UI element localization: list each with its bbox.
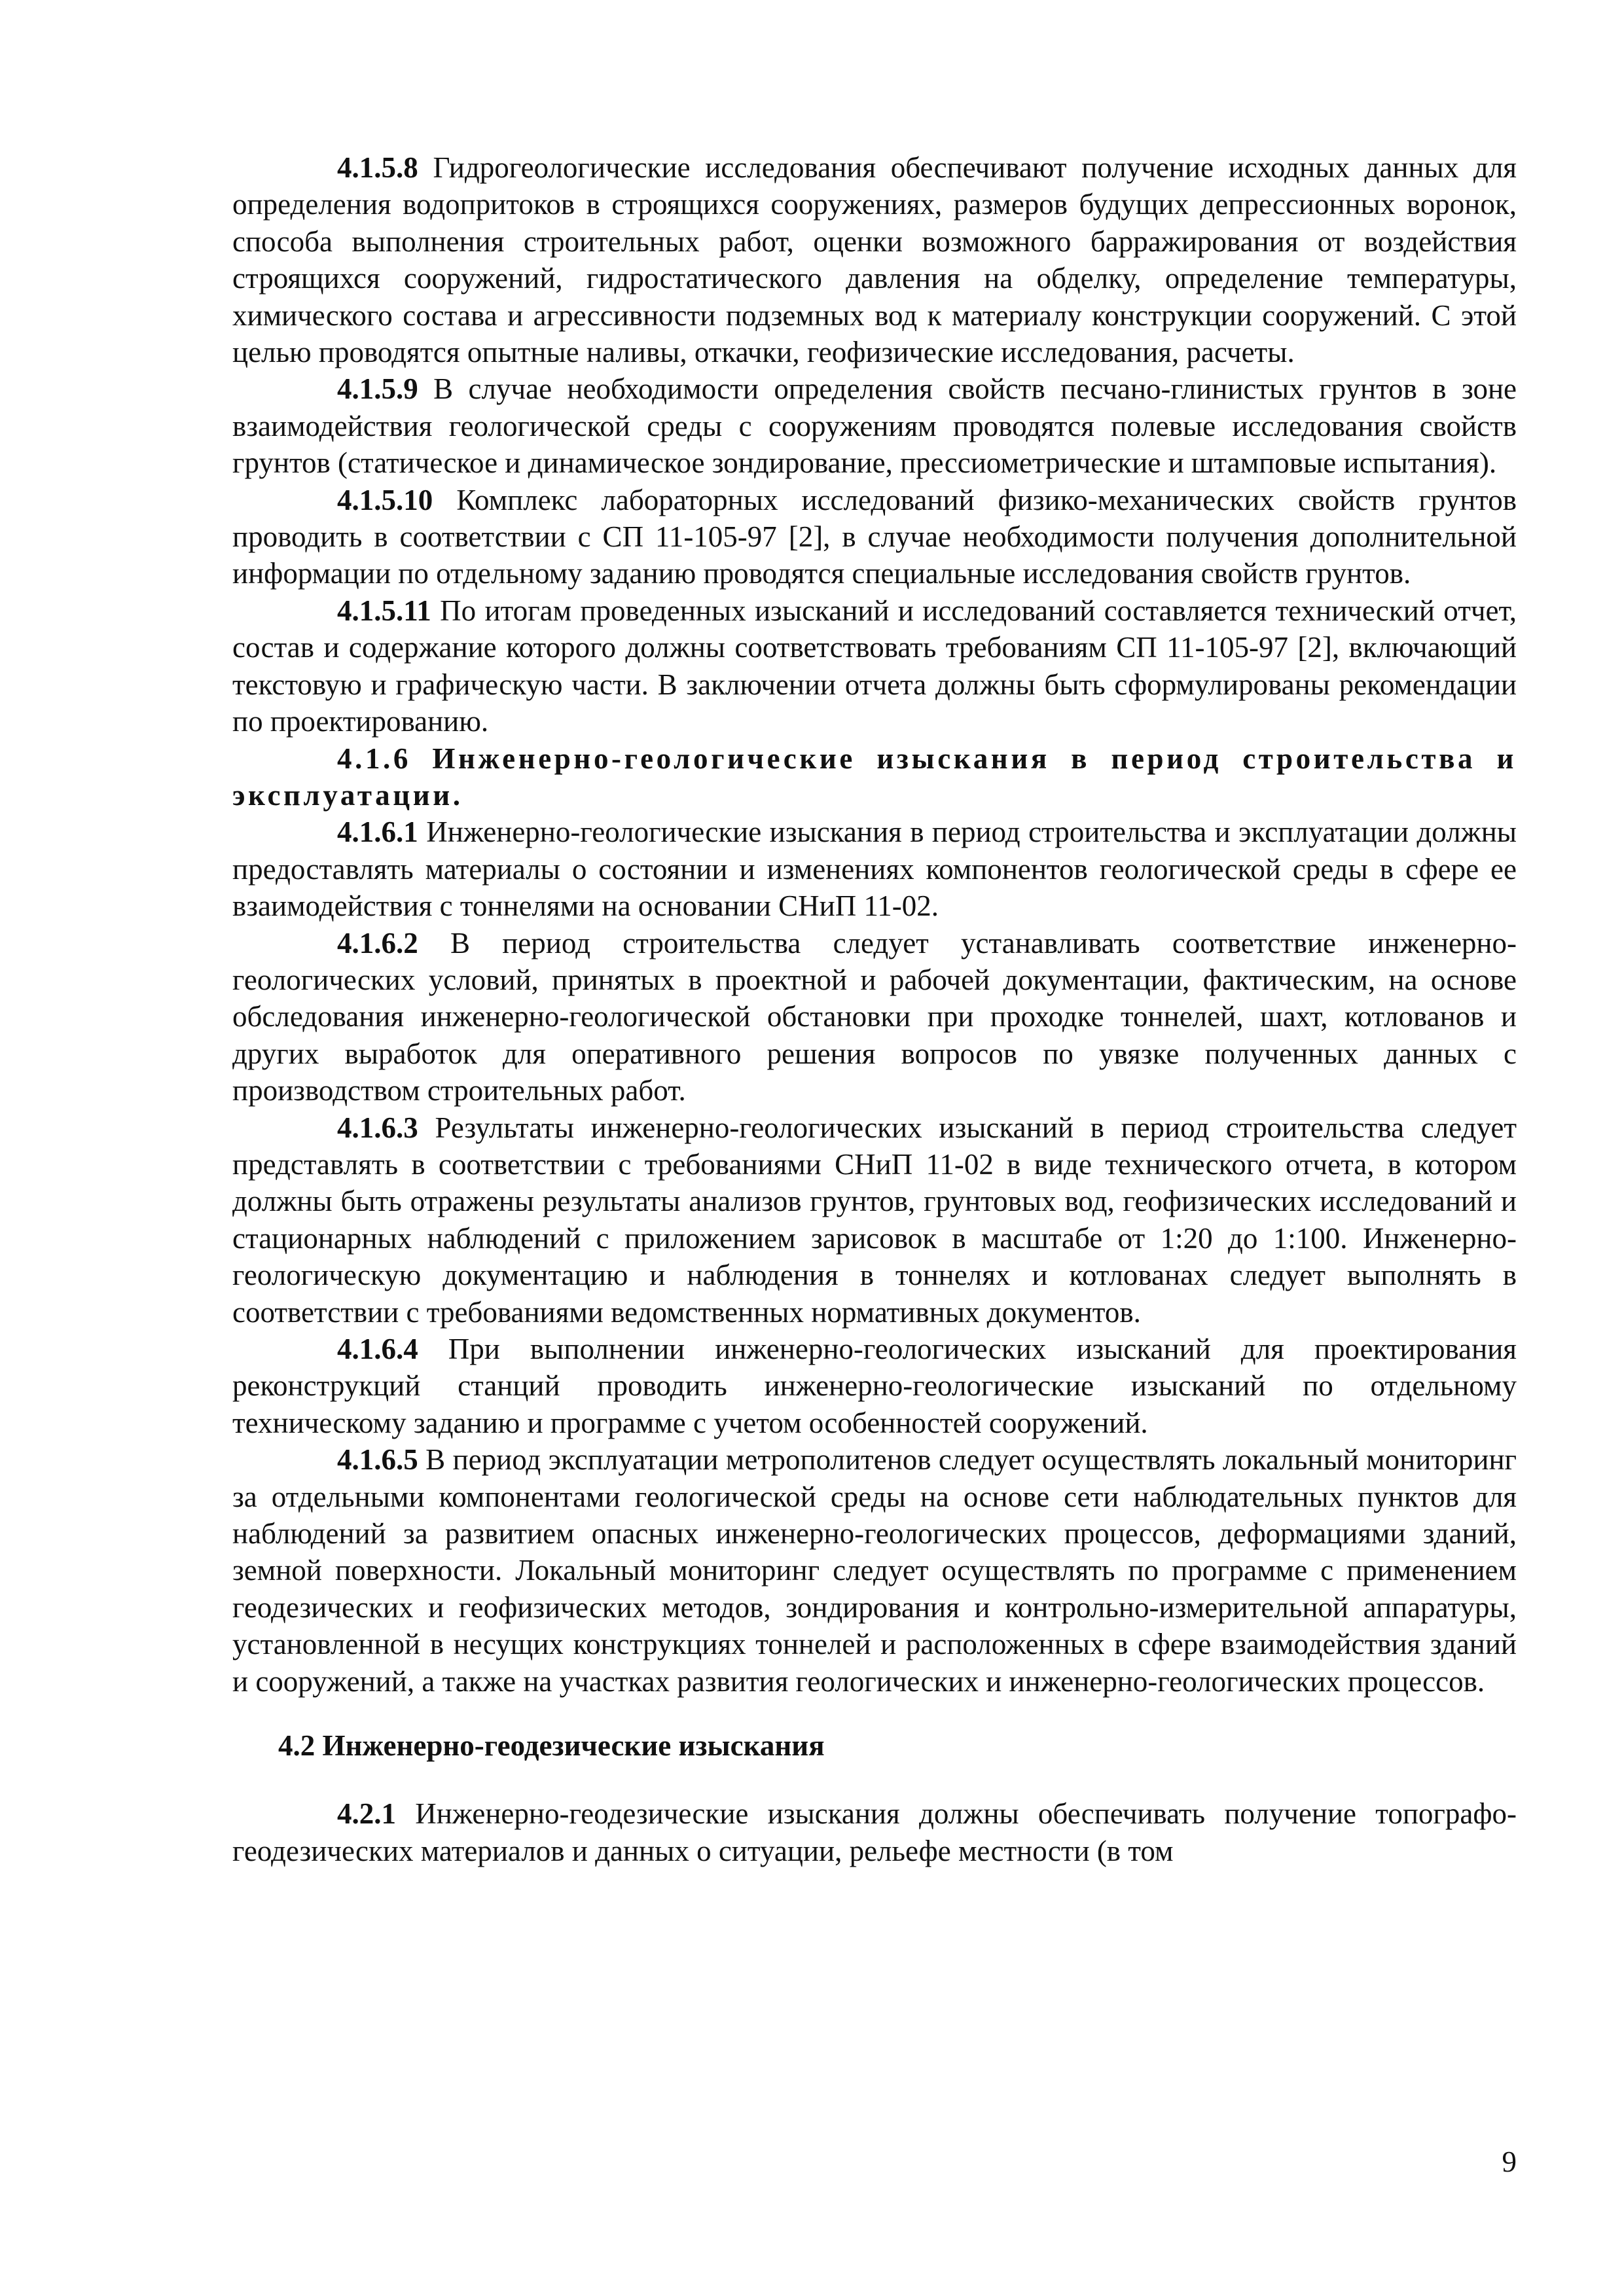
paragraph-4-1-6-1 bbox=[232, 814, 1517, 924]
subheading-4-1-6: 4.1.6 Инженерно-геологические изыскания в период строительства и эксплуатации. bbox=[232, 742, 1517, 812]
clause-text: По итогам проведенных изысканий и исследований составляется технический отчет, состав и содержание которого должны соответствовать требованиям СП 11-105-97 [2], включающий текстовую и графическую части. В заключении отчета должны быть сформулированы рекомендации по проектированию. bbox=[232, 594, 1517, 738]
clause-text: Инженерно-геодезические изыскания должны обеспечивать получение топографо-геодезических материалов и данных о ситуации, рельефе местности (в том bbox=[232, 1797, 1517, 1867]
paragraph-4-1-5-9 bbox=[232, 370, 1517, 481]
clause-number: 4.1.5.10 bbox=[337, 483, 433, 516]
paragraph-4-1-6-2 bbox=[232, 925, 1517, 1109]
clause-number: 4.1.5.11 bbox=[337, 594, 431, 627]
clause-text: При выполнении инженерно-геологических изысканий для проектирования реконструкций станций проводить инженерно-геологические изысканий по отдельному техническому заданию и программе с учетом особенностей сооружений. bbox=[232, 1333, 1517, 1439]
page-number: 9 bbox=[1502, 2145, 1517, 2178]
paragraph-4-1-6-4 bbox=[232, 1331, 1517, 1441]
clause-text: Комплекс лабораторных исследований физико-механических свойств грунтов проводить в соответствии с СП 11-105-97 [2], в случае необходимости получения дополнительной информации по отдельному заданию проводятся специальные исследования свойств грунтов. bbox=[232, 483, 1517, 590]
clause-text: Гидрогеологические исследования обеспечивают получение исходных данных для определения водопритоков в строящихся сооружениях, размеров будущих депрессионных воронок, способа выполнения строительных работ, оценки возможного барражирования от воздействия строящихся сооружений, гидростатического давления на обделку, определение температуры, химического состава и агрессивности подземных вод к материалу конструкции сооружений. С этой целью проводятся опытные наливы, откачки, геофизические исследования, расчеты. bbox=[232, 151, 1517, 369]
clause-text: Инженерно-геологические изыскания в период строительства и эксплуатации должны предоставлять материалы о состоянии и изменениях компонентов геологической среды в сфере ее взаимодействия с тоннелями на основании СНиП 11-02. bbox=[232, 816, 1517, 923]
clause-number: 4.1.6.4 bbox=[337, 1333, 418, 1365]
clause-text: Результаты инженерно-геологических изысканий в период строительства следует представлять в соответствии с требованиями СНиП 11-02 в виде технического отчета, в котором должны быть отражены результаты анализов грунтов, грунтовых вод, геофизических исследований и стационарных наблюдений с приложением зарисовок в масштабе от 1:20 до 1:100. Инженерно-геологическую документацию и наблюдения в тоннелях и котлованах следует выполнять в соответствии с требованиями ведомственных нормативных документов. bbox=[232, 1111, 1517, 1329]
clause-number: 4.1.6.3 bbox=[337, 1111, 418, 1144]
paragraph-4-2-1 bbox=[232, 1795, 1517, 1869]
section-heading-4-2: 4.2 Инженерно-геодезические изыскания bbox=[278, 1729, 825, 1763]
document-page bbox=[232, 149, 1517, 1869]
clause-text: В период строительства следует устанавливать соответствие инженерно-геологических условий, принятых в проектной и рабочей документации, фактическим, на основе обследования инженерно-геологической обстановки при проходке тоннелей, шахт, котлованов и других выработок для оперативного решения вопросов по увязке полученных данных с производством строительных работ. bbox=[232, 926, 1517, 1107]
paragraph-4-1-5-10 bbox=[232, 482, 1517, 592]
paragraph-4-1-6-5 bbox=[232, 1441, 1517, 1700]
clause-text: В период эксплуатации метрополитенов следует осуществлять локальный мониторинг за отдельными компонентами геологической среды на основе сети наблюдательных пунктов для наблюдений за развитием опасных инженерно-геологических процессов, деформациями зданий, земной поверхности. Локальный мониторинг следует осуществлять по программе с применением геодезических и геофизических методов, зондирования и контрольно-измерительной аппаратуры, установленной в несущих конструкциях тоннелей и расположенных в сфере взаимодействия зданий и сооружений, а также на участках развития геологических и инженерно-геологических процессов. bbox=[232, 1443, 1517, 1698]
paragraph-4-1-5-8 bbox=[232, 149, 1517, 370]
clause-number: 4.1.6.2 bbox=[337, 926, 418, 960]
clause-text: В случае необходимости определения свойств песчано-глинистых грунтов в зоне взаимодействия геологической среды с сооружениям проводятся полевые исследования свойств грунтов (статическое и динамическое зондирование, прессиометрические и штамповые испытания). bbox=[232, 372, 1517, 480]
clause-number: 4.1.6.5 bbox=[337, 1443, 418, 1477]
clause-number: 4.1.5.9 bbox=[337, 372, 418, 406]
paragraph-4-1-6-3 bbox=[232, 1109, 1517, 1331]
clause-number: 4.2.1 bbox=[337, 1797, 396, 1831]
paragraph-4-1-5-11 bbox=[232, 592, 1517, 740]
clause-number: 4.1.6.1 bbox=[337, 816, 418, 849]
clause-number: 4.1.5.8 bbox=[337, 151, 418, 184]
